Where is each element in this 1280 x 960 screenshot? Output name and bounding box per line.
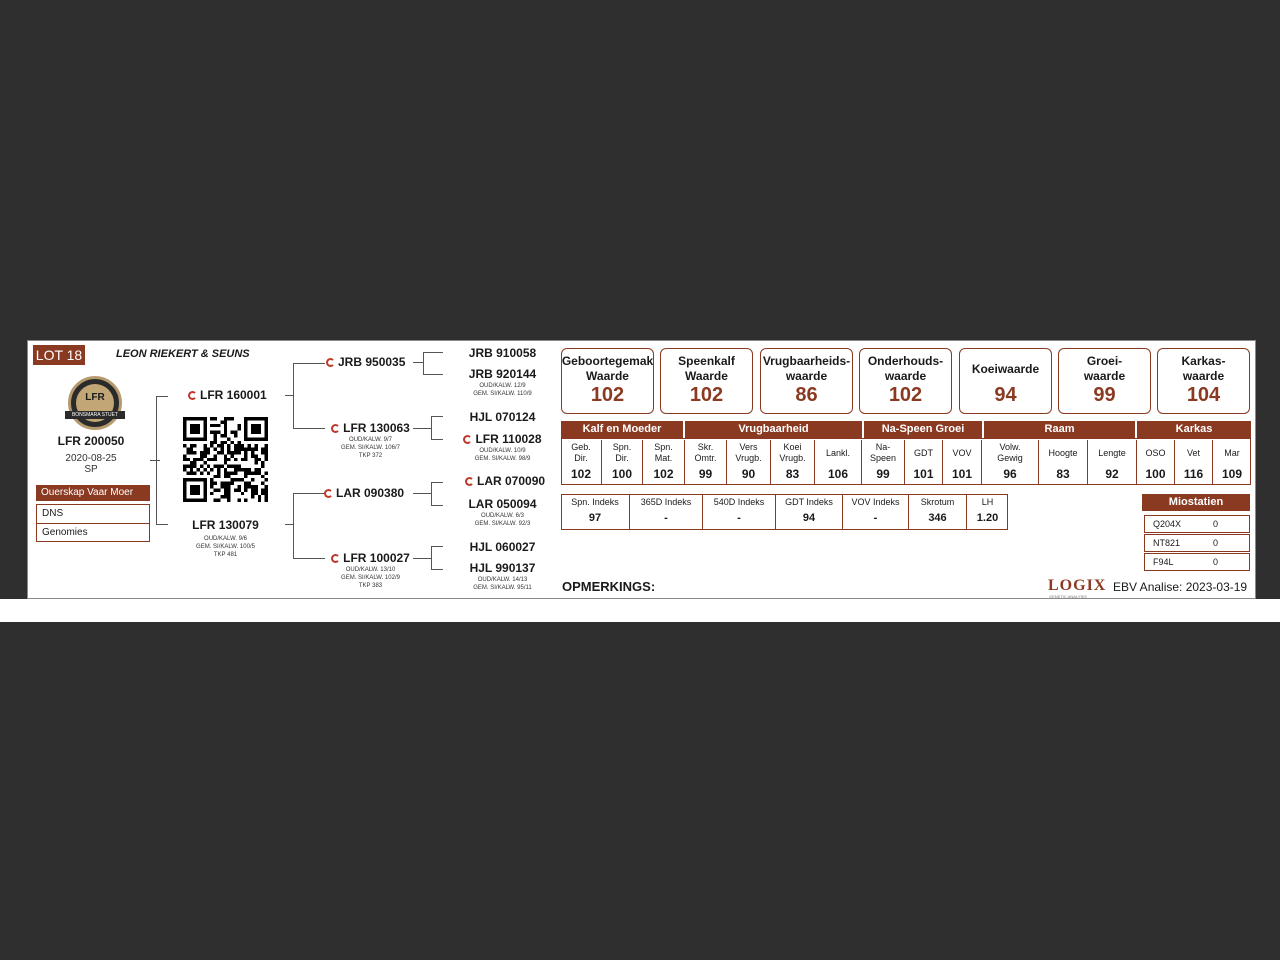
index-cell: Spn. Indeks 97 [561,494,630,529]
lfr-brand-icon [326,358,335,367]
sdd-id: LFR 110028 [475,432,542,446]
trait-cell: OSO 100 [1137,440,1175,484]
ownership-row: DNS [42,508,64,519]
logix-logo: LOGIX [1048,577,1107,594]
trait-cell: Skr. Omtr. 99 [685,440,727,484]
trait-cell: VOV 101 [943,440,982,484]
animal-id: LFR 200050 [57,434,125,448]
pedigree-ddd[interactable] [460,561,545,592]
ownership-box [36,504,150,542]
ownership-row: Genomies [42,527,88,538]
dd-info: OUD/KALW. 13/10 [345,567,396,573]
dd-id: LFR 100027 [343,551,410,565]
dsd-id: LAR 050094 [468,497,537,511]
page-footer-strip [0,599,1280,622]
pedigree-ds[interactable]: LAR 090380 [324,486,404,500]
lfr-brand-icon [463,435,472,444]
ddd-info: GEM. SI/KALW. 95/11 [473,585,532,591]
ebv-box: Vrugbaarheids- waarde 86 [760,348,853,414]
index-cell: 540D Indeks - [703,494,776,529]
trait-cell: Koei Vrugb. 83 [771,440,815,484]
group-header: Vrugbaarheid [685,421,862,438]
ddd-info: OUD/KALW. 14/13 [477,577,528,583]
sd-id: LFR 130063 [343,421,410,435]
index-cell: Skrotum 346 [909,494,967,529]
ssd-info: OUD/KALW. 12/9 [479,383,526,389]
animal-code: SP [84,464,98,475]
trait-cell: Na- Speen 99 [862,440,905,484]
group-header: Kalf en Moeder [561,421,683,438]
index-cell: LH 1.20 [976,497,999,524]
trait-cell: Spn. Dir. 100 [602,440,643,484]
sdd-info: GEM. SI/KALW. 98/9 [474,456,531,462]
trait-cell: Lankl. 106 [815,440,862,484]
group-header: Raam [984,421,1135,438]
remarks-label: OPMERKINGS: [562,579,656,594]
lfr-brand-icon [331,554,340,563]
index-cell: 365D Indeks - [630,494,703,529]
pedigree-ssd[interactable] [460,367,545,398]
index-cell: GDT Indeks 94 [776,494,843,529]
pedigree-sdd[interactable] [460,432,545,463]
ownership-header: Ouerskap Vaar Moer [36,485,150,501]
trait-cell: GDT 101 [905,440,943,484]
trait-cell: Mar 109 [1221,447,1243,481]
lfr-brand-icon [324,489,333,498]
lot-badge: LOT 18 [33,345,85,365]
miostatien-row: Q204X 0 [1144,515,1250,533]
pedigree-sd[interactable] [328,421,413,460]
group-header: Karkas [1137,421,1251,438]
ebv-box: Koeiwaarde 94 [959,348,1052,414]
ddd-id: HJL 990137 [469,561,536,575]
qr-code[interactable] [183,417,268,502]
ebv-box: Onderhouds- waarde 102 [859,348,952,414]
dd-info: TKP 383 [358,583,383,589]
dsd-info: OUD/KALW. 6/3 [481,513,524,519]
index-cell: VOV Indeks - [843,494,909,529]
pedigree-dds[interactable]: HJL 060027 [469,540,536,554]
birth-date: 2020-08-25 [65,453,117,464]
lfr-brand-icon [188,391,197,400]
logo-text: LFR [85,392,105,403]
dam-info: TKP 481 [213,552,238,558]
dam-info: OUD/KALW. 9/6 [204,536,247,542]
trait-cell: Volw. Gewig 96 [982,440,1039,484]
trait-cell: Spn. Mat. 102 [643,440,685,484]
trait-cell: Geb. Dir. 102 [561,440,602,484]
ebv-box: Speenkalf Waarde 102 [660,348,753,414]
miostatien-header: Miostatien [1142,494,1250,511]
dam-id: LFR 130079 [192,518,259,532]
pedigree-dd[interactable] [328,551,413,590]
ssd-id: JRB 920144 [468,367,537,381]
pedigree-ss[interactable]: JRB 950035 [326,355,405,369]
trait-cell: Lengte 92 [1088,440,1137,484]
group-header: Na-Speen Groei [864,421,982,438]
trait-cell: Hoogte 83 [1039,440,1088,484]
ebv-analysis-date: EBV Analise: 2023-03-19 [1113,580,1248,594]
lot-card [27,340,1256,599]
dsd-info: GEM. SI/KALW. 92/3 [474,521,531,527]
sdd-info: OUD/KALW. 10/9 [479,448,526,454]
trait-cell: Vet 116 [1175,440,1213,484]
stud-logo [68,376,122,430]
ebv-box: Groei- waarde 99 [1058,348,1151,414]
dd-info: GEM. SI/KALW. 102/9 [341,575,400,581]
animal-details [48,453,134,475]
pedigree-dam[interactable] [178,518,273,559]
logo-band: BONSMARA STUET [65,411,125,419]
miostatien-row: NT821 0 [1144,534,1250,552]
ebv-box: Karkas- waarde 104 [1157,348,1250,414]
pedigree-dsd[interactable] [460,497,545,528]
sd-info: TKP 372 [358,453,383,459]
sd-info: OUD/KALW. 9/7 [349,437,392,443]
pedigree-sds[interactable]: HJL 070124 [469,410,536,424]
ebv-box: Geboortegemak Waarde 102 [561,348,654,414]
logix-subtitle: GENETIC ANALYSIS [1049,594,1087,599]
dam-info: GEM. SI/KALW. 100/5 [196,544,255,550]
lfr-brand-icon [465,477,474,486]
trait-cell: Vers Vrugb. 90 [727,440,771,484]
pedigree-sss[interactable]: JRB 910058 [468,346,537,360]
ssd-info: GEM. SI/KALW. 110/9 [473,391,532,397]
breeder-name: LEON RIEKERT & SEUNS [116,348,250,360]
sd-info: GEM. SI/KALW. 106/7 [341,445,400,451]
lfr-brand-icon [331,424,340,433]
pedigree-dss[interactable]: LAR 070090 [465,474,545,488]
miostatien-row: F94L 0 [1144,553,1250,571]
pedigree-sire[interactable]: LFR 160001 [188,388,267,402]
